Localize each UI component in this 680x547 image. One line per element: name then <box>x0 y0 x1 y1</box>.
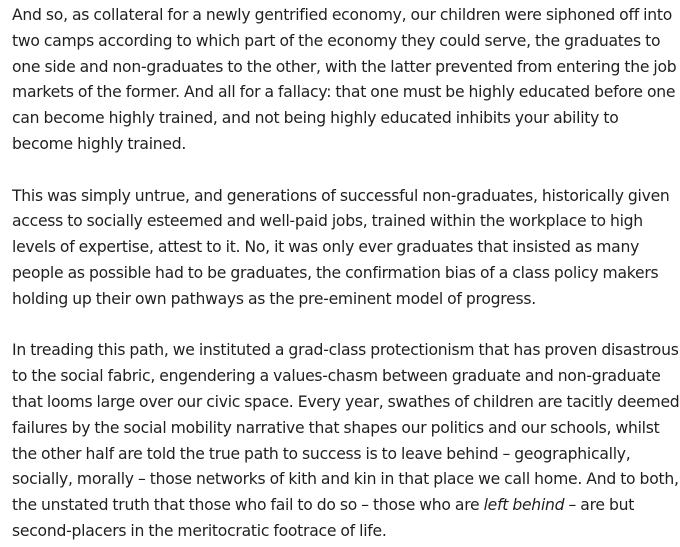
paragraph-2 <box>12 184 672 313</box>
text-line: In treading this path, we instituted a grad-class protectionism that has proven disastrous <box>12 341 679 360</box>
text-line: second-placers in the meritocratic footrace of life. <box>12 521 387 540</box>
text-line: can become highly trained, and not being highly educated inhibits your ability to <box>12 109 619 128</box>
text-line: And so, as collateral for a newly gentrified economy, our children were siphoned off into <box>12 6 673 24</box>
emphasis-text: left behind <box>483 496 565 515</box>
text-line: that looms large over our civic space. Every year, swathes of children are tacitly deemed <box>12 392 680 411</box>
paragraph-3 <box>12 338 680 544</box>
text-line: This was simply untrue, and generations of successful non-graduates, historically given <box>12 186 670 205</box>
text-line: levels of expertise, attest to it. No, it was only ever graduates that insisted as many <box>12 238 640 257</box>
text-line: markets of the former. And all for a fallacy: that one must be highly educated before one <box>12 83 676 102</box>
text-line: socially, morally – those networks of kith and kin in that place we call home. And to both, <box>12 470 679 489</box>
text-line <box>12 493 672 519</box>
text-segment: the unstated truth that those who fail to do so – those who are <box>12 496 484 515</box>
paragraph-1 <box>12 3 677 158</box>
text-line: to the social fabric, engendering a values-chasm between graduate and non-graduate <box>12 367 661 386</box>
text-line: one side and non-graduates to the other, with the latter prevented from entering the job <box>12 57 677 76</box>
text-line: the other half are told the true path to success is to leave behind – geographically, <box>12 444 631 463</box>
article-body <box>12 3 680 545</box>
text-line: holding up their own pathways as the pre-eminent model of progress. <box>12 289 536 308</box>
text-segment: – are but <box>564 496 635 515</box>
text-line: people as possible had to be graduates, the confirmation bias of a class policy makers <box>12 263 659 282</box>
text-line: two camps according to which part of the economy they could serve, the graduates to <box>12 31 661 50</box>
text-line: access to socially esteemed and well-paid jobs, trained within the workplace to high <box>12 212 643 231</box>
text-line: failures by the social mobility narrative that shapes our politics and our schools, whilst <box>12 418 660 437</box>
text-line: become highly trained. <box>12 134 187 153</box>
